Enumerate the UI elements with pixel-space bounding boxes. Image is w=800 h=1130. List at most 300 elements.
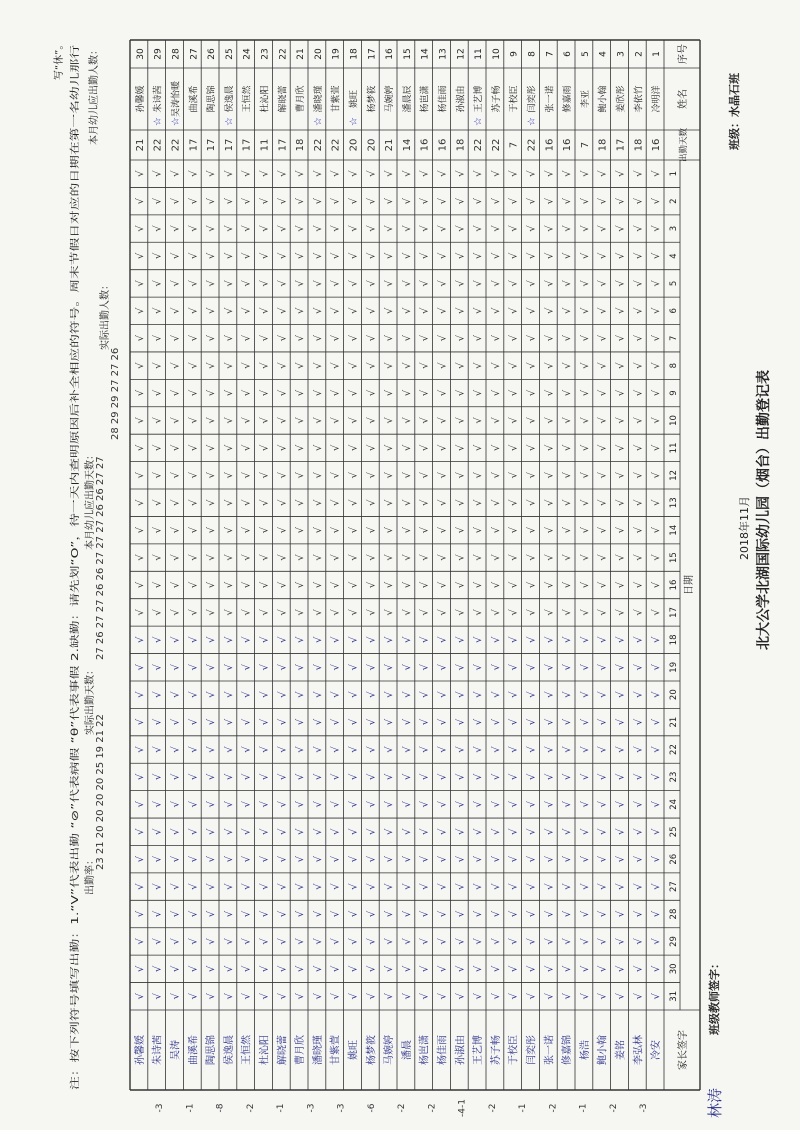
attendance-mark: √ [615,993,627,1000]
attendance-mark: √ [562,554,574,561]
attendance-mark: √ [259,526,271,534]
attendance-mark: √ [437,856,449,863]
row-seq: 8 [527,51,538,57]
parent-signature: 王恒然 [241,1035,253,1065]
attendance-mark: √ [508,938,520,945]
parent-signature: 马婉婷 [384,1035,396,1065]
attendance-mark: √ [206,499,218,506]
attendance-mark: √ [401,856,413,863]
attendance-mark: √ [188,389,200,397]
attendance-mark: √ [579,417,591,424]
attendance-mark: √ [134,225,146,232]
attendance-mark: √ [366,691,378,698]
attendance-mark: √ [312,993,324,1000]
attendance-mark: √ [401,718,413,726]
attendance-mark: √ [401,910,413,918]
attendance-mark: √ [579,389,591,397]
attendance-mark: √ [241,883,253,890]
attendance-mark: √ [188,883,200,890]
col-days-header: 出勤天数 [679,127,689,163]
attendance-mark: √ [134,691,146,698]
attendance-mark: √ [597,993,609,1000]
row-days: 22 [152,138,164,152]
attendance-mark: √ [366,746,378,753]
attendance-mark: √ [330,197,342,205]
attendance-mark: √ [152,307,164,314]
attendance-mark: √ [401,280,413,287]
attendance-mark: √ [259,856,271,863]
attendance-mark: √ [312,197,324,205]
attendance-mark: √ [526,691,538,698]
attendance-mark: √ [455,746,467,753]
row-name: 杨岜潇 [420,85,431,113]
month-should-days-label: 本月幼儿应出勤天数： [85,450,96,550]
date-header: 23 [669,771,679,783]
row-seq: 5 [580,51,591,57]
row-seq: 26 [207,48,218,60]
attendance-mark: √ [526,197,538,205]
attendance-mark: √ [348,307,360,314]
row-name: 杨佳雨 [438,85,449,113]
attendance-mark: √ [384,746,396,753]
attendance-mark: √ [152,197,164,205]
attendance-mark: √ [562,526,574,534]
attendance-mark: √ [330,526,342,534]
row-seq: 16 [385,48,396,60]
attendance-mark: √ [348,252,360,260]
row-name: 姚旺 [349,89,360,109]
attendance-mark: √ [384,938,396,945]
attendance-mark: √ [508,993,520,1000]
row-name: 陶思锦 [207,85,218,113]
attendance-mark: √ [544,718,556,726]
attendance-mark: √ [633,691,645,698]
attendance-mark: √ [330,910,342,918]
row-name: 杨梦筱 [367,85,378,113]
row-seq: 14 [420,48,431,60]
attendance-mark: √ [401,307,413,314]
row-days: 17 [206,138,218,152]
attendance-mark: √ [419,609,431,616]
parent-signature: 甘紫萱 [330,1035,342,1065]
parent-signature: 修嘉锦 [562,1035,574,1065]
attendance-mark: √ [312,910,324,918]
attendance-mark: √ [295,554,307,561]
margin-note: -1 [578,1103,589,1113]
row-seq: 3 [616,51,627,57]
attendance-mark: √ [455,828,467,835]
attendance-mark: √ [562,664,574,671]
attendance-mark: √ [170,417,182,424]
attendance-mark: √ [295,965,307,973]
row-seq: 27 [189,48,200,60]
row-days: 17 [188,138,200,152]
attendance-mark: √ [544,499,556,506]
attendance-mark: √ [401,636,413,644]
attendance-mark: √ [241,993,253,1000]
attendance-mark: √ [419,581,431,589]
attendance-mark: √ [277,472,289,479]
attendance-mark: √ [223,609,235,616]
attendance-mark: √ [277,938,289,945]
date-header: 18 [669,634,679,646]
attendance-mark: √ [615,444,627,452]
attendance-mark: √ [152,472,164,479]
attendance-mark: √ [490,417,502,424]
attendance-mark: √ [615,280,627,287]
attendance-mark: √ [508,664,520,671]
date-header: 31 [669,990,679,1002]
attendance-mark: √ [473,856,485,863]
attendance-mark: √ [437,883,449,890]
attendance-mark: √ [259,581,271,589]
attendance-mark: √ [597,718,609,726]
date-header: 30 [669,963,679,975]
row-name: 潘晓瑾 [313,85,324,113]
row-seq: 19 [331,48,342,60]
attendance-mark: √ [419,636,431,644]
attendance-mark: √ [206,746,218,753]
attendance-mark: √ [366,910,378,918]
attendance-mark: √ [562,691,574,698]
note-line-2: 写“休”。 [54,39,65,80]
attendance-mark: √ [348,417,360,424]
attendance-mark: √ [384,664,396,671]
attendance-mark: √ [206,472,218,479]
attendance-mark: √ [473,389,485,397]
parent-signature: 孙淑由 [455,1035,467,1065]
attendance-mark: √ [562,307,574,314]
row-days: 7 [579,141,591,149]
attendance-mark: √ [455,417,467,424]
attendance-mark: √ [188,499,200,506]
attendance-mark: √ [526,910,538,918]
attendance-mark: √ [330,554,342,561]
attendance-mark: √ [348,938,360,945]
parent-signature: 杨梦筱 [366,1035,378,1065]
attendance-mark: √ [544,993,556,1000]
attendance-mark: √ [544,417,556,424]
attendance-mark: √ [437,965,449,973]
attendance-mark: √ [366,526,378,534]
attendance-mark: √ [615,252,627,260]
attendance-mark: √ [312,691,324,698]
attendance-mark: √ [295,664,307,671]
date-header: 10 [669,415,679,426]
attendance-mark: √ [259,499,271,506]
attendance-mark: √ [170,280,182,287]
attendance-mark: √ [330,581,342,589]
attendance-mark: √ [401,499,413,506]
date-header: 4 [669,253,679,259]
attendance-mark: √ [295,636,307,644]
attendance-mark: √ [526,417,538,424]
attendance-mark: √ [348,197,360,205]
attendance-mark: √ [134,609,146,616]
row-days: 14 [401,138,413,152]
attendance-mark: √ [295,389,307,397]
attendance-mark: √ [473,197,485,205]
row-seq: 15 [402,48,413,60]
attendance-mark: √ [490,993,502,1000]
actual-attend-label: 实际出勤人数： [100,280,111,350]
attendance-mark: √ [562,252,574,260]
attendance-mark: √ [633,581,645,589]
attendance-mark: √ [473,499,485,506]
attendance-mark: √ [597,828,609,835]
attendance-mark: √ [295,170,307,177]
attendance-mark: √ [384,801,396,808]
attendance-mark: √ [401,197,413,205]
attendance-mark: √ [223,746,235,753]
attendance-mark: √ [562,910,574,918]
margin-note: -3 [639,1103,650,1113]
attendance-mark: √ [259,910,271,918]
attendance-mark: √ [401,664,413,671]
row-seq: 10 [491,48,502,60]
parent-signature: 闫奕彤 [526,1035,538,1065]
attendance-mark: √ [312,664,324,671]
page-title: 北大公学北湖国际幼儿园（烟台）出勤登记表 [756,370,772,650]
attendance-mark: √ [437,718,449,726]
attendance-mark: √ [437,307,449,314]
attendance-mark: √ [188,225,200,232]
attendance-mark: √ [188,335,200,342]
row-days: 21 [384,138,396,152]
attendance-mark: √ [473,773,485,781]
attendance-mark: √ [384,252,396,260]
attendance-mark: √ [651,938,663,945]
attendance-mark: √ [508,773,520,781]
attendance-mark: √ [579,225,591,232]
attendance-mark: √ [597,664,609,671]
attendance-mark: √ [597,773,609,781]
attendance-mark: √ [277,307,289,314]
attendance-mark: √ [508,335,520,342]
row-name: 冷明洋 [652,85,663,113]
attendance-mark: √ [615,225,627,232]
attendance-mark: √ [544,801,556,808]
attendance-mark: √ [206,856,218,863]
attendance-mark: √ [526,170,538,177]
attendance-mark: √ [170,856,182,863]
attendance-mark: √ [544,252,556,260]
attendance-mark: √ [206,444,218,452]
attendance-mark: √ [597,581,609,589]
attendance-mark: √ [526,609,538,616]
attendance-mark: √ [241,746,253,753]
attendance-mark: √ [562,581,574,589]
date-header: 3 [669,225,679,232]
attendance-mark: √ [152,417,164,424]
attendance-mark: √ [330,444,342,452]
attendance-mark: √ [330,225,342,232]
attendance-mark: √ [490,499,502,506]
attendance-mark: √ [544,335,556,342]
attendance-mark: √ [384,636,396,644]
attendance-mark: √ [401,225,413,232]
attendance-mark: √ [223,938,235,945]
attendance-mark: √ [633,389,645,397]
attendance-mark: √ [579,938,591,945]
row-name: 王恒然 [242,85,253,113]
attendance-mark: √ [206,197,218,205]
attendance-mark: √ [152,993,164,1000]
attendance-mark: √ [152,718,164,726]
date-header: 19 [669,661,679,673]
attendance-mark: √ [312,856,324,863]
date-header: 24 [669,798,679,810]
attendance-mark: √ [651,746,663,753]
attendance-mark: √ [277,801,289,808]
attendance-mark: √ [562,335,574,342]
attendance-mark: √ [615,636,627,644]
attendance-mark: √ [615,773,627,781]
attendance-mark: √ [277,965,289,973]
attendance-mark: √ [188,691,200,698]
attendance-mark: √ [188,938,200,945]
attendance-mark: √ [508,801,520,808]
attendance-mark: √ [508,417,520,424]
row-days: 21 [134,138,146,152]
attendance-mark: √ [134,581,146,589]
attendance-mark: √ [544,362,556,369]
date-header: 26 [669,853,679,865]
attendance-mark: √ [455,965,467,973]
attendance-mark: √ [651,773,663,781]
attendance-mark: √ [259,691,271,698]
attendance-mark: √ [366,170,378,177]
attendance-mark: √ [401,554,413,561]
attendance-mark: √ [277,691,289,698]
attendance-mark: √ [277,581,289,589]
attendance-mark: √ [473,664,485,671]
attendance-mark: √ [651,801,663,808]
attendance-mark: √ [579,691,591,698]
attendance-mark: √ [597,444,609,452]
attendance-mark: √ [277,170,289,177]
date-header: 28 [669,908,679,920]
attendance-mark: √ [579,362,591,369]
parent-signature: 曲溪希 [188,1035,200,1065]
parent-signature: 于校臣 [508,1035,520,1065]
attendance-mark: √ [348,856,360,863]
attendance-mark: √ [526,581,538,589]
attendance-mark: √ [330,801,342,808]
attendance-mark: √ [206,691,218,698]
attendance-mark: √ [312,444,324,452]
attendance-mark: √ [455,472,467,479]
attendance-mark: √ [206,225,218,232]
attendance-mark: √ [633,280,645,287]
attendance-mark: √ [651,335,663,342]
attendance-mark: √ [223,828,235,835]
parent-signature: 王艺博 [473,1035,485,1065]
attendance-mark: √ [544,526,556,534]
row-name: 吴涛怡暖 [171,80,182,118]
attendance-mark: √ [508,746,520,753]
attendance-mark: √ [455,362,467,369]
attendance-mark: √ [312,362,324,369]
attendance-mark: √ [223,444,235,452]
attendance-mark: √ [526,444,538,452]
attendance-mark: √ [526,307,538,314]
attendance-mark: √ [597,252,609,260]
row-name: 潘晨辰 [402,85,413,113]
attendance-mark: √ [562,828,574,835]
attendance-mark: √ [134,444,146,452]
attendance-mark: √ [312,581,324,589]
attendance-mark: √ [134,170,146,177]
attendance-mark: √ [615,965,627,973]
attendance-mark: √ [170,718,182,726]
attendance-mark: √ [295,472,307,479]
attendance-mark: √ [188,718,200,726]
row-seq: 1 [652,51,663,57]
attendance-mark: √ [277,197,289,205]
attendance-mark: √ [526,773,538,781]
attendance-mark: √ [526,280,538,287]
attendance-mark: √ [312,636,324,644]
attendance-mark: √ [206,664,218,671]
attendance-mark: √ [170,252,182,260]
attendance-mark: √ [295,801,307,808]
attendance-mark: √ [348,691,360,698]
attendance-mark: √ [526,335,538,342]
attendance-mark: √ [241,938,253,945]
attendance-mark: √ [508,472,520,479]
teacher-sign-label: 班级教师签字： [708,958,721,1035]
attendance-mark: √ [259,828,271,835]
attendance-mark: √ [490,828,502,835]
actual-attend-values: 28 29 29 27 27 26 [110,347,121,440]
row-seq: 12 [456,48,467,60]
attendance-mark: √ [437,526,449,534]
attendance-mark: √ [562,499,574,506]
attendance-mark: √ [152,910,164,918]
row-days: 22 [312,138,324,152]
attendance-mark: √ [455,910,467,918]
attendance-mark: √ [384,499,396,506]
attendance-mark: √ [437,472,449,479]
attendance-mark: √ [615,718,627,726]
attendance-mark: √ [152,225,164,232]
attendance-mark: √ [241,965,253,973]
attendance-mark: √ [437,938,449,945]
date-header: 15 [669,552,679,563]
attendance-mark: √ [508,280,520,287]
attendance-mark: √ [651,225,663,232]
attendance-mark: √ [312,554,324,561]
attendance-mark: √ [419,856,431,863]
attendance-mark: √ [134,526,146,534]
attendance-mark: √ [437,910,449,918]
attendance-mark: √ [259,773,271,781]
attendance-mark: √ [419,691,431,698]
attendance-mark: √ [633,636,645,644]
attendance-mark: √ [490,609,502,616]
margin-note: -2 [548,1103,559,1113]
attendance-mark: √ [223,225,235,232]
row-name: 李依竹 [634,85,645,113]
attendance-mark: √ [188,526,200,534]
row-name: 解晓蕾 [278,85,289,113]
row-seq: 24 [242,48,253,60]
attendance-mark: √ [188,773,200,781]
attendance-mark: √ [384,773,396,781]
attendance-mark: √ [170,554,182,561]
attendance-mark: √ [206,801,218,808]
